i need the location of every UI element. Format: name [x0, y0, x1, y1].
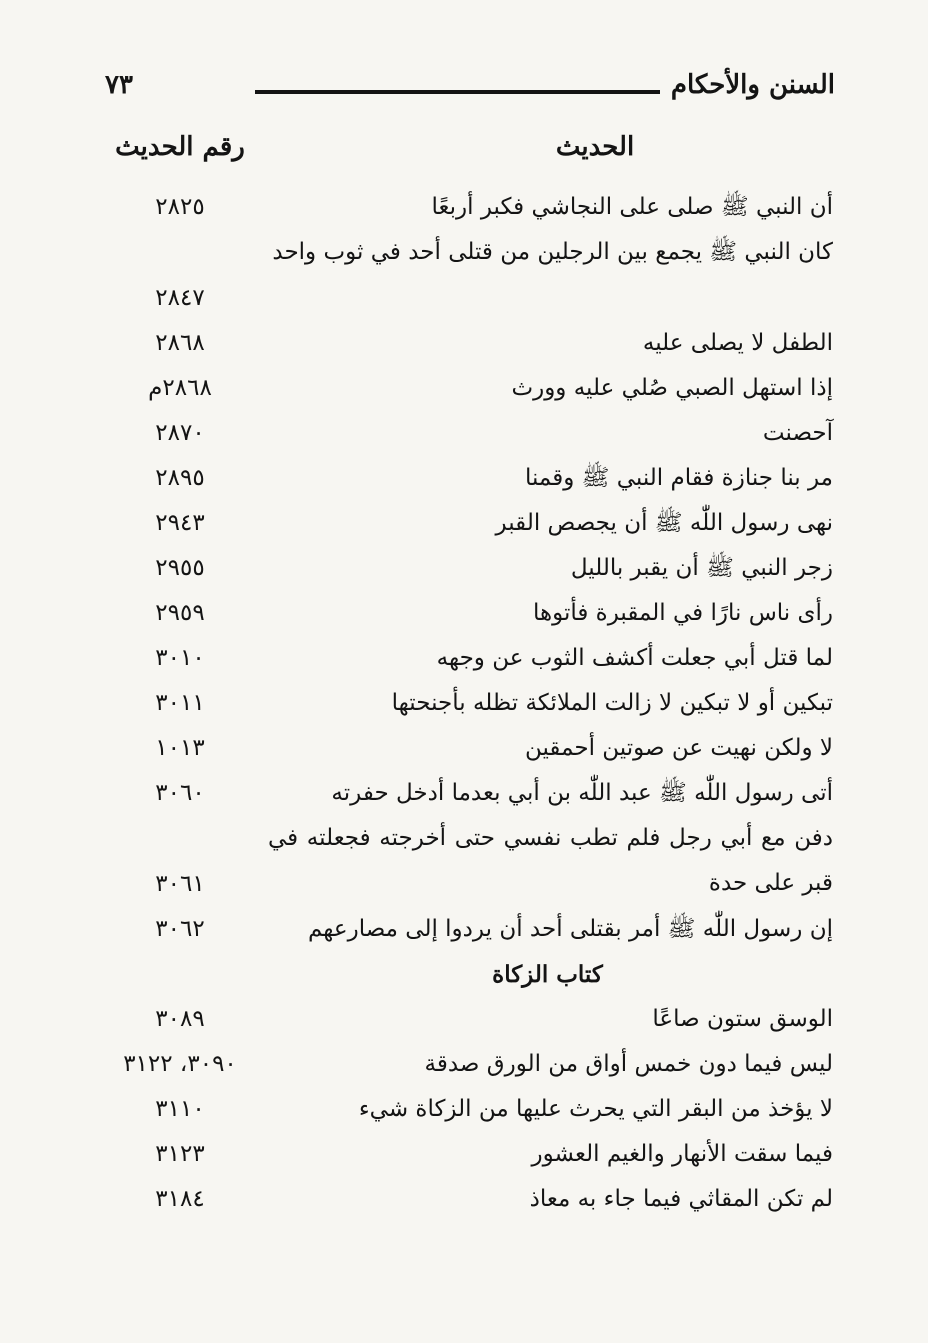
hadith-number: ٣٠٦٠: [155, 780, 205, 806]
hadith-text: ليس فيما دون خمس أواق من الورق صدقة: [424, 1051, 833, 1077]
section-title: كتاب الزكاة: [492, 961, 603, 988]
page-header: [105, 70, 835, 110]
running-title: السنن والأحكام: [670, 70, 835, 100]
hadith-number: ٣١٨٤: [155, 1186, 205, 1212]
hadith-number: ٢٨٦٨: [155, 330, 205, 356]
index-row: [0, 771, 928, 816]
hadith-text: لا ولكن نهيت عن صوتين أحمقين: [524, 735, 833, 761]
index-row: [0, 681, 928, 726]
hadith-number: ١٠١٣: [155, 735, 205, 761]
index-row: [0, 591, 928, 636]
hadith-text: رأى ناس نارًا في المقبرة فأتوها: [532, 600, 833, 626]
column-headers: [0, 132, 928, 172]
hadith-text: الوسق ستون صاعًا: [652, 1006, 833, 1032]
index-row: [0, 501, 928, 546]
index-row: [0, 411, 928, 456]
hadith-number: ٣٠٦٢: [155, 916, 205, 942]
hadith-text: الطفل لا يصلى عليه: [642, 330, 833, 356]
hadith-text: آحصنت: [762, 420, 833, 446]
index-row: [0, 1042, 928, 1087]
index-row: [0, 230, 928, 321]
index-row: [0, 1132, 928, 1177]
hadith-text: لا يؤخذ من البقر التي يحرث عليها من الزكاة شيء: [358, 1096, 833, 1122]
hadith-column-header: الحديث: [555, 132, 635, 162]
index-row: [0, 997, 928, 1042]
hadith-text: أتى رسول اللّٰه ﷺ عبد اللّٰه بن أبي بعدما أدخل حفرته: [331, 780, 833, 806]
hadith-number: ٢٩٤٣: [155, 510, 205, 536]
hadith-text: نهى رسول اللّٰه ﷺ أن يجصص القبر: [495, 510, 833, 536]
hadith-text: مر بنا جنازة فقام النبي ﷺ وقمنا: [524, 465, 833, 491]
index-row: [0, 907, 928, 952]
index-row: [0, 1087, 928, 1132]
index-row: [0, 546, 928, 591]
section-heading-row: [0, 952, 928, 997]
hadith-text: إن رسول اللّٰه ﷺ أمر بقتلى أحد أن يردوا إلى مصارعهم: [307, 916, 833, 942]
index-row: [0, 366, 928, 411]
page-number: ٧٣: [105, 70, 133, 100]
hadith-number: ٢٨٤٧: [155, 285, 205, 311]
hadith-number: ٣٠١٠: [155, 645, 205, 671]
hadith-index-list: [0, 185, 928, 1222]
hadith-number: ٢٩٥٩: [155, 600, 205, 626]
hadith-number: ٢٨٢٥: [155, 194, 205, 220]
hadith-number: ٣٠٨٩: [155, 1006, 205, 1032]
hadith-text: كان النبي ﷺ يجمع بين الرجلين من قتلى أحد في ثوب واحد: [272, 239, 833, 265]
hadith-text: أن النبي ﷺ صلى على النجاشي فكبر أربعًا: [431, 194, 833, 220]
hadith-number: ٣٠١١: [155, 690, 205, 716]
hadith-number: ٢٨٩٥: [155, 465, 205, 491]
hadith-text: فيما سقت الأنهار والغيم العشور: [531, 1141, 833, 1167]
hadith-text: إذا استهل الصبي صُلي عليه وورث: [511, 375, 833, 401]
hadith-text: دفن مع أبي رجل فلم تطب نفسي حتى أخرجته فجعلته في قبر على حدة: [268, 825, 833, 896]
hadith-text: لما قتل أبي جعلت أكشف الثوب عن وجهه: [436, 645, 833, 671]
hadith-number: ٣١٢٣: [155, 1141, 205, 1167]
index-row: [0, 1177, 928, 1222]
index-row: [0, 636, 928, 681]
hadith-number: ٢٩٥٥: [155, 555, 205, 581]
header-rule: [255, 90, 660, 94]
number-column-header: رقم الحديث: [115, 132, 245, 162]
index-row: [0, 456, 928, 501]
hadith-number: ٣١١٠: [155, 1096, 205, 1122]
hadith-number: ٣٠٩٠، ٣١٢٢: [123, 1051, 237, 1077]
hadith-number: ٢٨٧٠: [155, 420, 205, 446]
hadith-number: ٣٠٦١: [155, 871, 205, 897]
hadith-number: ٢٨٦٨م: [148, 375, 212, 401]
hadith-text: تبكين أو لا تبكين لا زالت الملائكة تظله بأجنحتها: [391, 690, 833, 716]
index-row: [0, 726, 928, 771]
index-row: [0, 185, 928, 230]
hadith-text: زجر النبي ﷺ أن يقبر بالليل: [570, 555, 833, 581]
index-row: [0, 816, 928, 907]
hadith-text: لم تكن المقاثي فيما جاء به معاذ: [529, 1186, 833, 1212]
index-row: [0, 321, 928, 366]
